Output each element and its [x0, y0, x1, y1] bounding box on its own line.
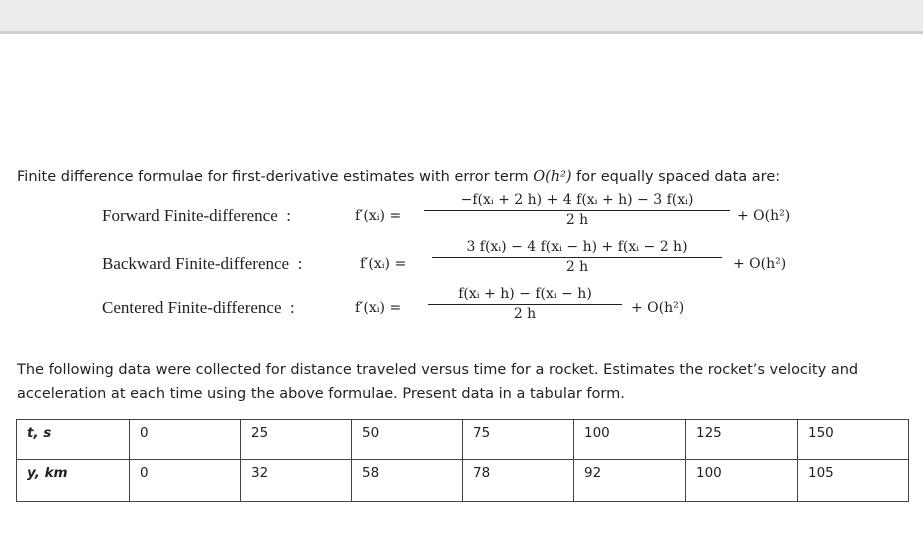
forward-lhs: f′(xᵢ) = [355, 208, 402, 224]
table-cell: 92 [574, 460, 686, 502]
table-cell: 78 [463, 460, 574, 502]
table-cell: 32 [241, 460, 352, 502]
problem-statement: The following data were collected for distance traveled versus time for a rocket. Estimates the rocket’s velocity and acceleration at each time using the above formulae. Present data in a tabular form. [17, 362, 859, 402]
backward-error-term: + O(h²) [733, 256, 787, 272]
centered-label: Centered Finite-difference : [102, 298, 295, 317]
table-cell: 0 [130, 460, 241, 502]
table-cell: 100 [686, 460, 798, 502]
backward-numerator: 3 f(xᵢ) − 4 f(xᵢ − h) + f(xᵢ − 2 h) [466, 239, 688, 255]
table-cell: 58 [352, 460, 463, 502]
table-row-distance [17, 460, 909, 502]
backward-label: Backward Finite-difference : [102, 254, 303, 273]
table-row-time [17, 420, 909, 460]
intro-text [17, 169, 780, 185]
centered-lhs: f′(xᵢ) = [355, 300, 402, 316]
table-cell: 75 [463, 420, 574, 460]
forward-error-term: + O(h²) [737, 208, 791, 224]
backward-fraction [432, 239, 722, 275]
data-table [16, 419, 909, 502]
table-cell: 105 [798, 460, 909, 502]
intro-suffix: for equally spaced data are: [571, 169, 781, 185]
table-cell: 100 [574, 420, 686, 460]
forward-label: Forward Finite-difference : [102, 206, 291, 225]
backward-denominator: 2 h [565, 259, 589, 275]
centered-error-term: + O(h²) [631, 300, 685, 316]
forward-numerator: −f(xᵢ + 2 h) + 4 f(xᵢ + h) − 3 f(xᵢ) [460, 192, 694, 208]
forward-fraction [424, 192, 730, 228]
row-header-distance: y, km [17, 460, 130, 502]
intro-prefix: Finite difference formulae for first-derivative estimates with error term [17, 169, 534, 185]
backward-lhs: f′(xᵢ) = [360, 256, 407, 272]
table-cell: 25 [241, 420, 352, 460]
centered-numerator: f(xᵢ + h) − f(xᵢ − h) [458, 286, 592, 302]
top-bar [0, 0, 923, 34]
table-cell: 50 [352, 420, 463, 460]
table-cell: 0 [130, 420, 241, 460]
table-cell: 125 [686, 420, 798, 460]
table-cell: 150 [798, 420, 909, 460]
row-header-time: t, s [17, 420, 130, 460]
intro-error-term: O(h²) [533, 169, 572, 185]
centered-denominator: 2 h [513, 306, 537, 322]
forward-denominator: 2 h [565, 212, 589, 228]
centered-fraction [428, 286, 622, 322]
